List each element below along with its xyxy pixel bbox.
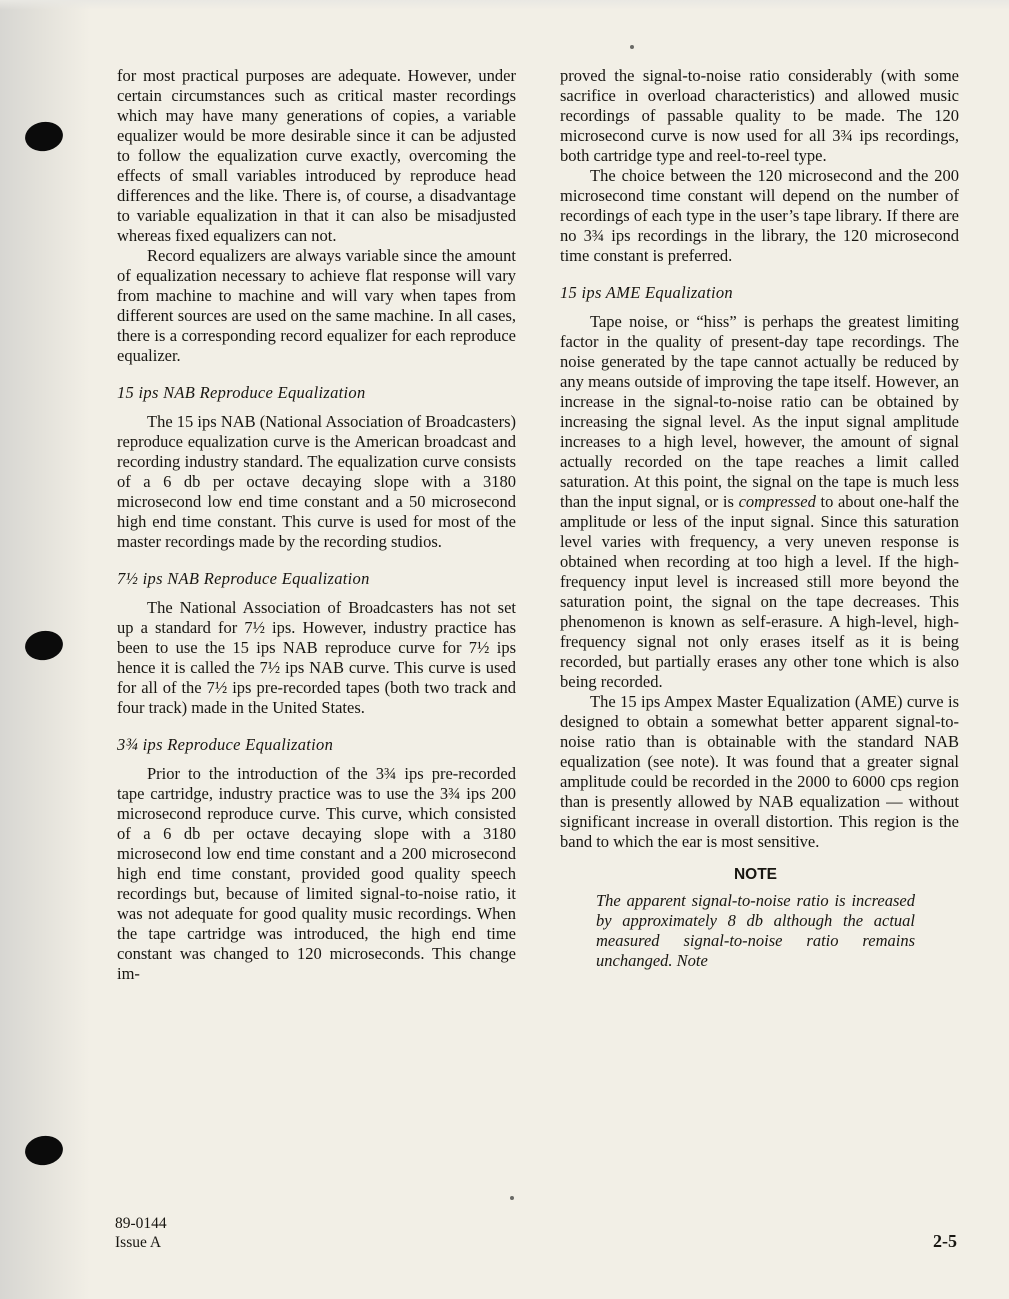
paragraph-tape-noise-post: to about one-half the amplitude or less of the input signal. Since this saturation level varies with frequency, a very uneven response is obtained when recording at too high a level. If the high-frequency input level is increased still more beyond the saturation point, the signal on the tape decreases. This phenomenon is known as self-erasure. A high-level, high-frequency signal not only erases itself as it is being recorded, but partially erases any other tone which is also being recorded. [560,492,959,691]
section-heading-15ips-ame: 15 ips AME Equalization [560,283,733,302]
paragraph-tape-noise-italic-word: compressed [738,492,816,511]
left-column [117,66,516,984]
paragraph-variable-equalizers: for most practical purposes are adequate. However, under certain circumstances such as critical master recordings which may have many generations of copies, a variable equalizer would be more desirable since it can be adjusted to follow the equalization curve exactly, overcoming the effects of small variables introduced by reproduce head differences and the like. There is, of course, a disadvantage to variable equalization in that it can also be misadjusted whereas fixed equalizers can not. [117,66,516,245]
section-heading-15ips-nab: 15 ips NAB Reproduce Equalization [117,383,366,402]
doc-number: 89-0144 [115,1215,167,1232]
paragraph-record-equalizers: Record equalizers are always variable since the amount of equalization necessary to achieve flat response will vary from machine to machine and will vary when tapes from different sources are used on the same machine. In all cases, there is a corresponding record equalizer for each reproduce equalizer. [117,246,516,365]
page-number: 2-5 [933,1231,957,1251]
paragraph-tape-noise-pre: Tape noise, or “hiss” is perhaps the greatest limiting factor in the quality of present-day tape recordings. The noise generated by the tape cannot actually be reduced by any means outside of improving the tape itself. However, an increase in the signal-to-noise ratio can be obtained by increasing the signal level. As the input signal amplitude increases to a high level, however, the amount of signal actually recorded on the tape reaches a limit called saturation. At this point, the signal on the tape is much less than the input signal, or is [560,312,959,511]
doc-footer [115,1214,167,1252]
right-column [560,66,959,984]
scan-artifact-dot [630,45,634,49]
note-body: The apparent signal-to-noise ratio is increased by approximately 8 db although the actual measured signal-to-noise ratio remains unchanged. Note [596,891,915,970]
paragraph-3ips: Prior to the introduction of the 3¾ ips pre-recorded tape cartridge, industry practice was to use the 3¾ ips 200 microsecond reproduce curve. This curve, which consisted of a 6 db per octave decaying slope with a 3180 microsecond low end time constant and a 200 microsecond high end time constant, provided good quality speech recordings but, because of limited signal-to-noise ratio, it was not adequate for good quality music recordings. When the tape cartridge was introduced, the high end time constant was changed to 120 microseconds. This change im- [117,764,516,983]
paragraph-tape-noise [560,312,959,692]
scan-artifact-dot [510,1196,514,1200]
page-body [117,66,959,984]
section-heading-3ips: 3¾ ips Reproduce Equalization [117,735,334,754]
paragraph-ampex-master-equalization: The 15 ips Ampex Master Equalization (AME) curve is designed to obtain a somewhat better apparent signal-to-noise ratio than is obtainable with the standard NAB equalization (see note). It was found that a greater signal amplitude could be recorded in the 2000 to 6000 cps region than is presently allowed by NAB equalization — without significant increase in overall distortion. This region is the band to which the ear is most sensitive. [560,692,959,851]
paragraph-15ips-nab: The 15 ips NAB (National Association of Broadcasters) reproduce equalization curve is the American broadcast and recording industry standard. The equalization curve consists of a 6 db per octave decaying slope with a 3180 microsecond low end time constant and a 50 microsecond high end time constant. This curve is used for most of the master recordings made by the recording studios. [117,412,516,551]
issue-label: Issue A [115,1234,162,1251]
section-heading-7ips-nab: 7½ ips NAB Reproduce Equalization [117,569,370,588]
paragraph-120-microsecond: proved the signal-to-noise ratio considerably (with some sacrifice in overload characteristics) and allowed music recordings of passable quality to be made. The 120 microsecond curve is now used for all 3¾ ips recordings, both cartridge type and reel-to-reel type. [560,66,959,165]
scan-edge-top-shadow [0,0,1009,10]
note-heading: NOTE [733,866,778,883]
paragraph-time-constant-choice: The choice between the 120 microsecond and the 200 microsecond time constant will depend on the number of recordings of each type in the user’s tape library. If there are no 3¾ ips recordings in the library, the 120 microsecond time constant is preferred. [560,166,959,265]
paragraph-7ips-nab: The National Association of Broadcasters has not set up a standard for 7½ ips. However, industry practice has been to use the 15 ips NAB reproduce curve for 7½ ips hence it is called the 7½ ips NAB curve. This curve is used for all of the 7½ ips pre-recorded tapes (both two track and four track) made in the United States. [117,598,516,717]
